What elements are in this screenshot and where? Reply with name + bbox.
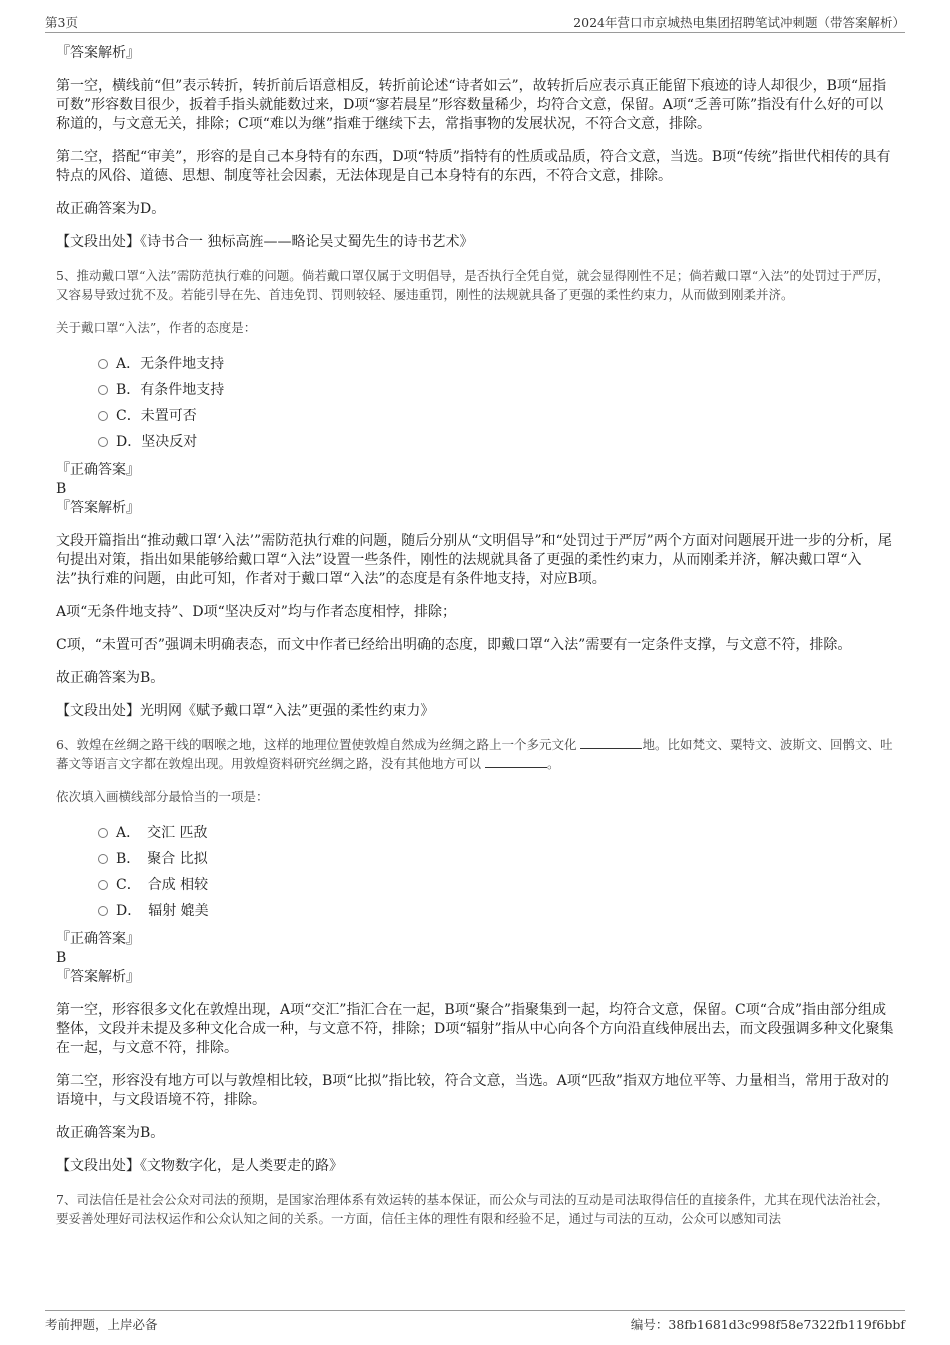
- fill-blank: [580, 736, 642, 749]
- option-b[interactable]: [98, 377, 896, 403]
- option-label: B．有条件地支持: [116, 382, 225, 398]
- option-d[interactable]: [98, 429, 896, 455]
- question-stem: 7、司法信任是社会公众对司法的预期，是国家治理体系有效运转的基本保证，而公众与司法的互动是司法取得信任的直接条件，尤其在现代法治社会，要妥善处理好司法权运作和公众认知之间的关系。一方面，信任主体的理性有限和经验不足，通过与司法的互动，公众可以感知司法: [56, 1192, 889, 1226]
- answer-conclusion: 故正确答案为B。: [56, 670, 165, 686]
- radio-icon[interactable]: [98, 385, 108, 395]
- page-header: [45, 10, 905, 33]
- question-prompt: 依次填入画横线部分最恰当的一项是：: [56, 789, 269, 804]
- stem-part: 。: [547, 756, 560, 771]
- option-label: B． 聚合 比拟: [116, 851, 208, 867]
- option-c[interactable]: [98, 872, 896, 898]
- document-title: 2024年营口市京城热电集团招聘笔试冲刺题（带答案解析）: [573, 15, 905, 30]
- analysis-paragraph: 第二空，形容没有地方可以与敦煌相比较，B项“比拟”指比较，符合文意，当选。A项“匹敌”指双方地位平等、力量相当，常用于敌对的语境中，与文段语境不符，排除。: [56, 1073, 890, 1108]
- option-a[interactable]: [98, 351, 896, 377]
- stem-part: 6、敦煌在丝绸之路干线的咽喉之地，这样的地理位置使敦煌自然成为丝绸之路上一个多元文化: [56, 737, 577, 752]
- analysis-paragraph: A项“无条件地支持”、D项“坚决反对”均与作者态度相悖，排除；: [56, 604, 456, 620]
- source-citation: 【文段出处】《文物数字化，是人类要走的路》: [56, 1158, 343, 1174]
- source-citation: 【文段出处】光明网《赋予戴口罩“入法”更强的柔性约束力》: [56, 703, 435, 719]
- analysis-paragraph: 第一空，横线前“但”表示转折，转折前后语意相反，转折前论述“诗者如云”，故转折后应表示真正能留下痕迹的诗人却很少，B项“屈指可数”形容数目很少，扳着手指头就能数过来，D项“寥若晨星”形容数量稀少，均符合文意，保留。A项“乏善可陈”指没有什么好的可以称道的，与文意无关，排除；C项“难以为继”指难于继续下去，常指事物的发展状况，不符合文意，排除。: [56, 78, 887, 132]
- analysis-label: 『答案解析』: [56, 969, 140, 985]
- option-label: C．未置可否: [116, 408, 197, 424]
- option-c[interactable]: [98, 403, 896, 429]
- option-list: [56, 351, 896, 455]
- radio-icon[interactable]: [98, 828, 108, 838]
- page-number: 第3页: [45, 15, 78, 30]
- analysis-paragraph: 第二空，搭配“审美”，形容的是自己本身特有的东西，D项“特质”指特有的性质或品质，符合文意，当选。B项“传统”指世代相传的具有特点的风俗、道德、思想、制度等社会因素，无法体现是自己本身特有的东西，不符合文意，排除。: [56, 149, 891, 184]
- footer-slogan: 考前押题，上岸必备: [45, 1317, 158, 1332]
- option-a[interactable]: [98, 820, 896, 846]
- page-footer: [45, 1310, 905, 1333]
- answer-conclusion: 故正确答案为B。: [56, 1125, 165, 1141]
- answer-conclusion: 故正确答案为D。: [56, 201, 166, 217]
- analysis-paragraph: 第一空，形容很多文化在敦煌出现，A项“交汇”指汇合在一起，B项“聚合”指聚集到一起，均符合文意，保留。C项“合成”指由部分组成整体，文段并未提及多种文化合成一种，与文意不符，排除；D项“辐射”指从中心向各个方向沿直线伸展出去，而文段强调多种文化聚集在一起，与文意不符，排除。: [56, 1002, 894, 1056]
- radio-icon[interactable]: [98, 411, 108, 421]
- radio-icon[interactable]: [98, 359, 108, 369]
- radio-icon[interactable]: [98, 880, 108, 890]
- analysis-paragraph: C项，“未置可否”强调未明确表态，而文中作者已经给出明确的态度，即戴口罩“入法”需要有一定条件支撑，与文意不符，排除。: [56, 637, 852, 653]
- radio-icon[interactable]: [98, 437, 108, 447]
- correct-answer: B: [56, 950, 67, 966]
- option-label: A．无条件地支持: [116, 356, 225, 372]
- question-prompt: 关于戴口罩“入法”，作者的态度是：: [56, 320, 257, 335]
- document-id: 编号：38fb1681d3c998f58e7322fb119f6bbf: [630, 1317, 905, 1332]
- option-label: A． 交汇 匹敌: [116, 825, 208, 841]
- analysis-label: 『答案解析』: [56, 45, 140, 61]
- correct-answer-label: 『正确答案』: [56, 462, 140, 478]
- page-content: [56, 44, 896, 1228]
- radio-icon[interactable]: [98, 906, 108, 916]
- source-citation: 【文段出处】《诗书合一 独标高旌——略论吴丈蜀先生的诗书艺术》: [56, 234, 474, 250]
- question-stem: 5、推动戴口罩“入法”需防范执行难的问题。倘若戴口罩仅属于文明倡导，是否执行全凭自觉，就会显得刚性不足；倘若戴口罩“入法”的处罚过于严厉，又容易导致过犹不及。若能引导在先、首违免罚、罚则较轻、屡违重罚，刚性的法规就具备了更强的柔性约束力，从而做到刚柔并济。: [56, 268, 890, 302]
- radio-icon[interactable]: [98, 854, 108, 864]
- stem-part: 地。比如梵文、粟特文、波斯文、回鹘文、吐蕃文等语言文字都在敦煌出现。用敦煌资料研究丝绸之路，没有其他地方可以: [56, 737, 893, 771]
- option-label: C． 合成 相较: [116, 877, 209, 893]
- correct-answer-label: 『正确答案』: [56, 931, 140, 947]
- question-stem: [56, 735, 896, 773]
- fill-blank: [485, 755, 547, 768]
- analysis-label: 『答案解析』: [56, 500, 140, 516]
- analysis-paragraph: 文段开篇指出“推动戴口罩‘入法’”需防范执行难的问题，随后分别从“文明倡导”和“处罚过于严厉”两个方面对问题展开进一步的分析，尾句提出对策，指出如果能够给戴口罩“入法”设置一些条件，刚性的法规就具备了更强的柔性约束力，从而刚柔并济，解决戴口罩“入法”执行难的问题，由此可知，作者对于戴口罩“入法”的态度是有条件地支持，对应B项。: [56, 533, 892, 587]
- option-label: D．坚决反对: [116, 434, 198, 450]
- option-d[interactable]: [98, 898, 896, 924]
- correct-answer: B: [56, 481, 67, 497]
- option-b[interactable]: [98, 846, 896, 872]
- option-list: [56, 820, 896, 924]
- option-label: D． 辐射 媲美: [116, 903, 209, 919]
